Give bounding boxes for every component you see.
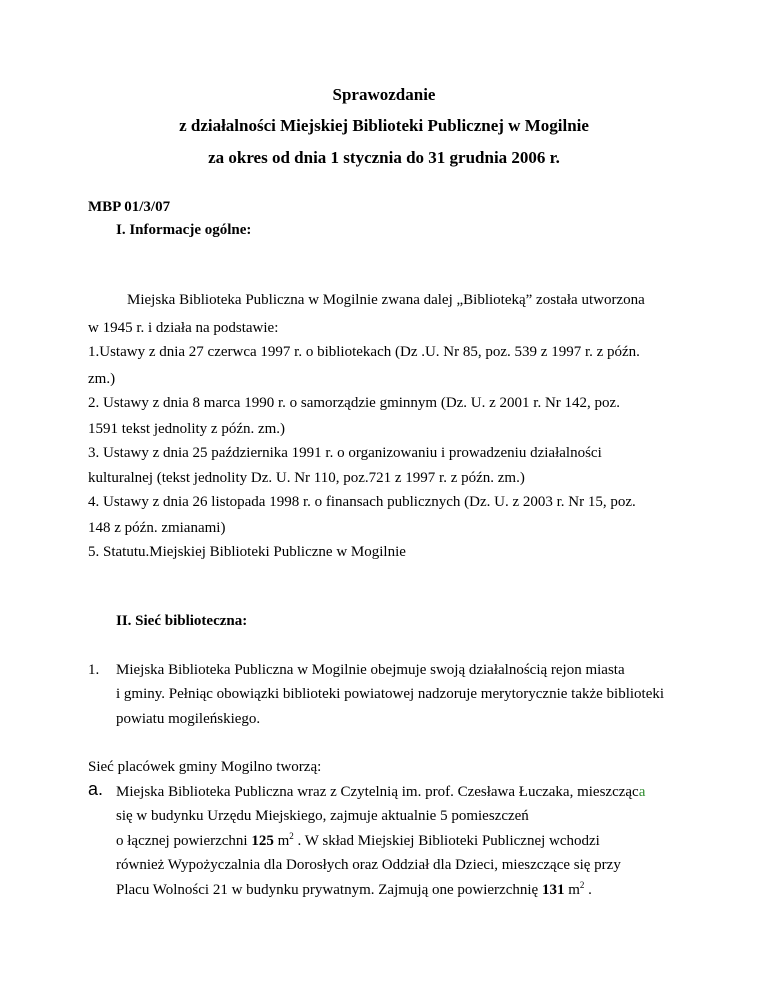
item-a-line-2: się w budynku Urzędu Miejskiego, zajmuje aktualnie 5 pomieszczeń	[116, 808, 529, 824]
item-a-line-4: również Wypożyczalnia dla Dorosłych oraz Oddział dla Dzieci, mieszczące się przy	[116, 857, 621, 873]
legal-basis-4-line-2: 148 z późn. zmianami)	[88, 520, 226, 536]
area-unit-2-sup: 2	[579, 880, 585, 890]
section-2-heading: II. Sieć biblioteczna:	[116, 613, 248, 629]
legal-basis-1-line-2: zm.)	[88, 371, 116, 387]
legal-basis-1-line-1: 1.Ustawy z dnia 27 czerwca 1997 r. o bibliotekach (Dz .U. Nr 85, poz. 539 z 1997 r. z późn.	[88, 344, 640, 360]
area-value-1: 125	[251, 833, 274, 849]
area-unit-1-sup: 2	[289, 831, 294, 841]
legal-basis-4-line-1: 4. Ustawy z dnia 26 listopada 1998 r. o finansach publicznych (Dz. U. z 2003 r. Nr 15, poz.	[88, 494, 636, 510]
report-title: Sprawozdanie	[332, 85, 436, 104]
item-a-line-3-pre: o łącznej powierzchni	[116, 833, 252, 849]
legal-basis-2-line-1: 2. Ustawy z dnia 8 marca 1990 r. o samorządzie gminnym (Dz. U. z 2001 r. Nr 142, poz.	[88, 395, 620, 411]
list-marker-a: a.	[88, 779, 104, 799]
item-a-line-1-last-letter: a	[638, 784, 646, 800]
legal-basis-3-line-2: kulturalnej (tekst jednolity Dz. U. Nr 110, poz.721 z 1997 r. z późn. zm.)	[88, 470, 525, 486]
para-1-line-3: powiatu mogileńskiego.	[116, 711, 261, 727]
para-1-line-1: Miejska Biblioteka Publiczna w Mogilnie obejmuje swoją działalnością rejon miasta	[116, 662, 625, 678]
item-a-line-3	[116, 832, 600, 850]
item-a-line-5-post: .	[584, 882, 592, 898]
item-a-line-3-post: . W skład Miejskiej Biblioteki Publicznej wchodzi	[293, 833, 600, 849]
section-1-heading: I. Informacje ogólne:	[116, 222, 252, 238]
report-period: za okres od dnia 1 stycznia do 31 grudnia 2006 r.	[208, 148, 560, 167]
item-a-line-5-pre: Placu Wolności 21 w budynku prywatnym. Zajmują one powierzchnię	[116, 882, 542, 898]
report-subtitle: z działalności Miejskiej Biblioteki Publicznej w Mogilnie	[179, 116, 589, 135]
item-a-line-5	[116, 881, 592, 899]
legal-basis-3-line-1: 3. Ustawy z dnia 25 października 1991 r. o organizowaniu i prowadzeniu działalności	[88, 445, 602, 461]
area-value-2: 131	[541, 882, 565, 898]
network-intro: Sieć placówek gminy Mogilno tworzą:	[88, 759, 322, 775]
intro-line-1: Miejska Biblioteka Publiczna w Mogilnie zwana dalej „Biblioteką” została utworzona	[127, 292, 645, 308]
para-1-number: 1.	[88, 662, 100, 678]
area-unit-2: m	[564, 882, 580, 898]
legal-basis-5: 5. Statutu.Miejskiej Biblioteki Publiczne w Mogilnie	[88, 544, 406, 560]
item-a-line-1	[116, 783, 645, 801]
intro-line-2: w 1945 r. i działa na podstawie:	[88, 320, 279, 336]
area-unit-1: m	[273, 833, 290, 849]
document-reference: MBP 01/3/07	[88, 199, 171, 215]
item-a-line-1-text: Miejska Biblioteka Publiczna wraz z Czytelnią im. prof. Czesława Łuczaka, mieszcząc	[116, 784, 639, 800]
legal-basis-2-line-2: 1591 tekst jednolity z późn. zm.)	[88, 421, 286, 437]
para-1-line-2: i gminy. Pełniąc obowiązki biblioteki powiatowej nadzoruje merytorycznie także biblioteki	[116, 686, 665, 702]
